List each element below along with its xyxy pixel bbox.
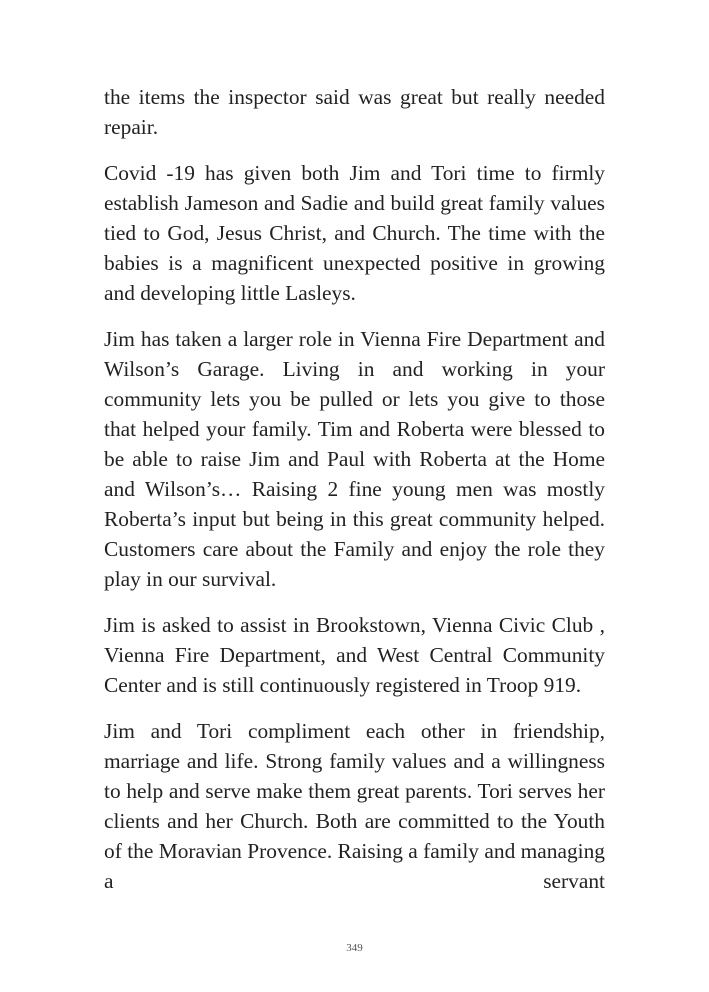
paragraph-4: Jim is asked to assist in Brookstown, Vienna Civic Club , Vienna Fire Department, and West Central Community Center and is still continuously registered in Troop 919. bbox=[104, 613, 605, 697]
body-text bbox=[104, 82, 605, 912]
paragraph-1: the items the inspector said was great but really needed repair. bbox=[104, 85, 605, 139]
paragraph-2: Covid -19 has given both Jim and Tori time to firmly establish Jameson and Sadie and build great family values tied to God, Jesus Christ, and Church. The time with the babies is a magnificent unexpected positive in growing and developing little Lasleys. bbox=[104, 161, 605, 305]
page-number: 349 bbox=[346, 942, 363, 954]
paragraph-3: Jim has taken a larger role in Vienna Fire Department and Wilson’s Garage. Living in and working in your community lets you be pulled or lets you give to those that helped your family. Tim and Roberta were blessed to be able to raise Jim and Paul with Roberta at the Home and Wilson’s… Raising 2 fine young men was mostly Roberta’s input but being in this great community helped. Customers care about the Family and enjoy the role they play in our survival. bbox=[104, 327, 605, 591]
paragraph-5: Jim and Tori compliment each other in friendship, marriage and life. Strong family values and a willingness to help and serve make them great parents. Tori serves her clients and her Church. Both are committed to the Youth of the Moravian Provence. Raising a family and managing a servant bbox=[104, 719, 605, 893]
